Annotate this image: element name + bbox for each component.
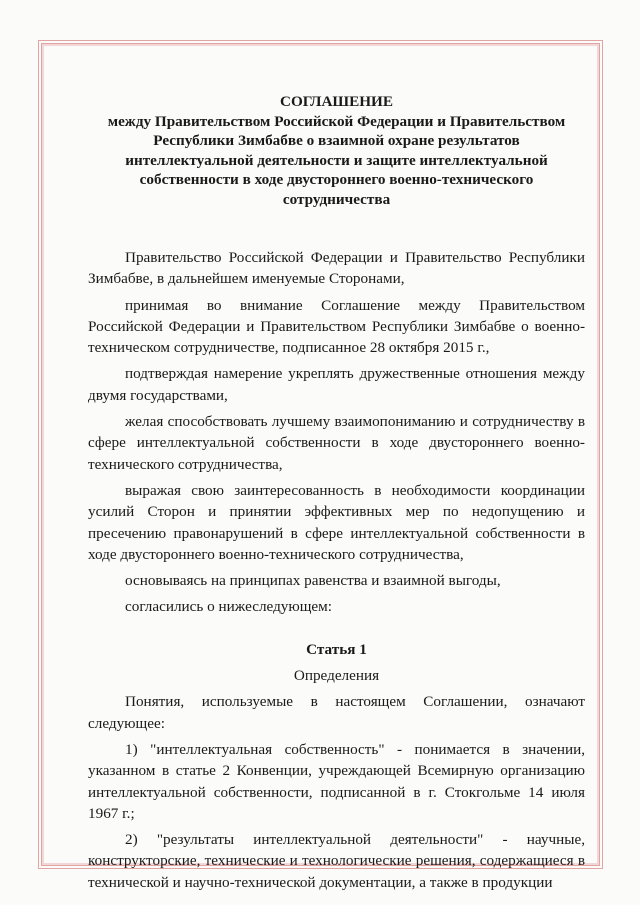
article-1 — [88, 639, 585, 893]
document-title: СОГЛАШЕНИЕ — [280, 93, 393, 110]
preamble — [88, 247, 585, 618]
preamble-paragraph: выражая свою заинтересованность в необходимости координации усилий Сторон и принятии эффективных мер по недопущению и пресечению правонарушений в сфере интеллектуальной собственности в ходе двустороннего военно-технического сотрудничества, — [88, 481, 585, 563]
document-heading — [88, 92, 585, 209]
preamble-paragraph: Правительство Российской Федерации и Правительство Республики Зимбабве, в дальнейшем именуемые Сторонами, — [88, 249, 585, 288]
document-body — [88, 92, 585, 898]
article-name: Определения — [293, 667, 380, 685]
preamble-paragraph: принимая во внимание Соглашение между Правительством Российской Федерации и Правительством Республики Зимбабве о военно-техническом сотрудничестве, подписанное 28 октября 2015 г., — [88, 296, 585, 357]
preamble-paragraph: согласились о нижеследующем: — [125, 598, 333, 616]
article-paragraph: 1) "интеллектуальная собственность" - понимается в значении, указанном в статье 2 Конвенции, учреждающей Всемирную организацию интеллектуальной собственности, подписанной в г. Стокгольме 14 июля 1967 г.; — [88, 740, 585, 822]
document-subtitle: между Правительством Российской Федерации и Правительством Республики Зимбабве о взаимной охране результатов интеллектуальной деятельности и защите интеллектуальной собственности в ходе двустороннего военно-технического сотрудничества — [107, 112, 566, 208]
article-paragraph: Понятия, используемые в настоящем Соглашении, означают следующее: — [88, 693, 585, 732]
preamble-paragraph: основываясь на принципах равенства и взаимной выгоды, — [125, 572, 501, 590]
preamble-paragraph: желая способствовать лучшему взаимопониманию и сотрудничеству в сфере интеллектуальной собственности в ходе двустороннего военно-технического сотрудничества, — [88, 413, 585, 473]
article-number: Статья 1 — [306, 640, 367, 658]
preamble-paragraph: подтверждая намерение укреплять дружественные отношения между двумя государствами, — [88, 365, 585, 404]
article-paragraph: 2) "результаты интеллектуальной деятельности" - научные, конструкторские, технические и технологические решения, содержащиеся в технической и научно-технической документации, а также в продукции — [88, 831, 585, 891]
